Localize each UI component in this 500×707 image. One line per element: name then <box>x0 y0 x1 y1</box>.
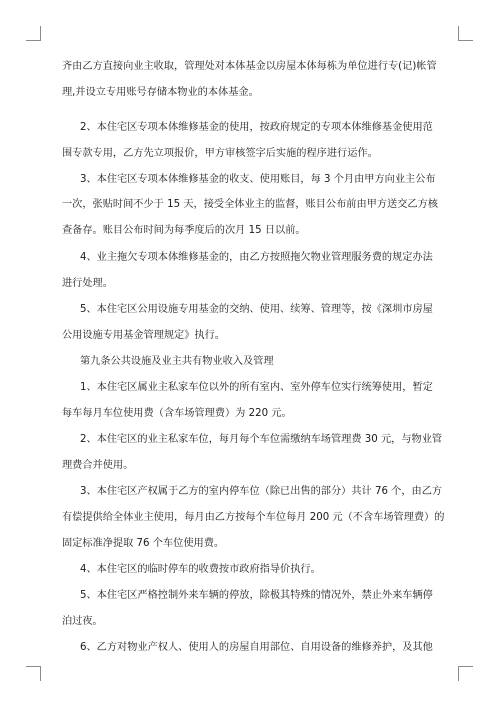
crop-mark-bottom-right <box>458 666 473 681</box>
text-line: 理费合并使用。 <box>62 460 134 471</box>
text-line: 每车每月车位使用费（含车场管理费）为 220 元。 <box>62 408 292 419</box>
text-line: 3、本住宅区专项本体维修基金的收支、使用账目，每 3 个月由甲方向业主公布 <box>80 174 436 185</box>
crop-mark-top-left <box>26 26 41 41</box>
text-line: 进行处理。 <box>62 278 113 289</box>
section-heading: 第九条公共设施及业主共有物业收入及管理 <box>80 356 274 367</box>
text-line: 泊过夜。 <box>62 616 103 627</box>
text-line: 5、本住宅区严格控制外来车辆的停放，除极其特殊的情况外，禁止外来车辆停 <box>80 590 433 601</box>
text-line: 固定标准净提取 76 个车位使用费。 <box>62 538 225 549</box>
text-line: 3、本住宅区产权属于乙方的室内停车位（除已出售的部分）共计 76 个，由乙方 <box>80 486 443 497</box>
crop-mark-top-right <box>458 26 473 41</box>
text-line: 1、本住宅区属业主私家车位以外的所有室内、室外停车位实行统筹使用，暂定 <box>80 382 433 393</box>
text-line: 2、本住宅区专项本体维修基金的使用，按政府规定的专项本体维修基金使用范 <box>80 122 433 133</box>
text-line: 齐由乙方直接向业主收取，管理处对本体基金以房屋本体每栋为单位进行专(记)帐管 <box>62 61 437 72</box>
text-line: 6、乙方对物业产权人、使用人的房屋自用部位、自用设备的维修养护，及其他 <box>80 642 433 653</box>
text-line: 2、本住宅区的业主私家车位，每月每个车位需缴纳车场管理费 30 元，与物业管 <box>80 434 443 445</box>
text-line: 查备存。账目公布时间为每季度后的次月 15 日以前。 <box>62 225 306 236</box>
text-line: 4、业主拖欠专项本体维修基金的，由乙方按照拖欠物业管理服务费的规定办法 <box>80 252 433 263</box>
text-line: 一次，张贴时间不少于 15 天，接受全体业主的监督，账目公布前由甲方送交乙方核 <box>62 199 438 210</box>
text-line: 4、本住宅区的临时停车的收费按市政府指导价执行。 <box>80 564 321 575</box>
text-line: 围专款专用，乙方先立项报价，甲方审核签字后实施的程序进行运作。 <box>62 148 378 159</box>
text-line: 理,并设立专用账号存储本物业的本体基金。 <box>62 87 259 98</box>
text-line: 公用设施专用基金管理规定》执行。 <box>62 330 225 341</box>
text-line: 5、本住宅区公用设施专用基金的交纳、使用、续筹、管理等，按《深圳市房屋 <box>80 304 433 315</box>
crop-mark-bottom-left <box>26 666 41 681</box>
text-line: 有偿提供给全体业主使用，每月由乙方按每个车位每月 200 元（不含车场管理费）的 <box>62 512 445 523</box>
